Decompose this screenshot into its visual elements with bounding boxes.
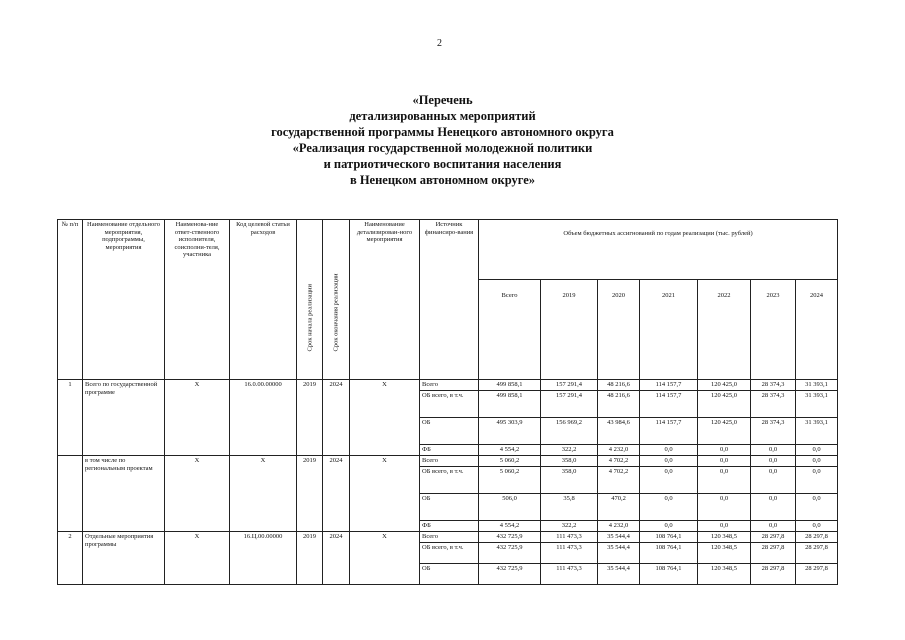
row-executor-cell: X	[165, 456, 230, 532]
row-detailed-cell: X	[350, 532, 420, 585]
title-line: детализированных мероприятий	[349, 109, 536, 123]
row-value-cell: 35 544,4	[598, 564, 640, 585]
row-num-cell	[58, 456, 83, 532]
row-value-cell: 28 374,3	[751, 418, 796, 445]
header-total: Всего	[479, 280, 541, 380]
row-code-cell: 16.Ц.00.00000	[230, 532, 297, 585]
header-2019: 2019	[541, 280, 598, 380]
row-value-cell: 156 969,2	[541, 418, 598, 445]
row-value-cell: 322,2	[541, 521, 598, 532]
row-value-cell: 28 297,8	[751, 532, 796, 543]
row-value-cell: 4 702,2	[598, 467, 640, 494]
row-value-cell: 157 291,4	[541, 380, 598, 391]
row-value-cell: 5 060,2	[479, 456, 541, 467]
row-start-cell: 2019	[297, 532, 323, 585]
row-value-cell: 120 348,5	[698, 532, 751, 543]
row-value-cell: 28 374,3	[751, 380, 796, 391]
table-row	[58, 380, 838, 391]
row-value-cell: 48 216,6	[598, 380, 640, 391]
row-value-cell: 499 858,1	[479, 391, 541, 418]
row-source-cell: Всего	[420, 456, 479, 467]
header-start-label: Срок начала реализации	[305, 283, 313, 351]
row-source-cell: ФБ	[420, 521, 479, 532]
row-value-cell: 108 764,1	[640, 532, 698, 543]
header-2021: 2021	[640, 280, 698, 380]
row-value-cell: 506,0	[479, 494, 541, 521]
header-budget: Объем бюджетных ассигнований по годам реализации (тыс. рублей)	[479, 220, 838, 280]
row-start-cell: 2019	[297, 456, 323, 532]
table-row	[58, 456, 838, 467]
header-2022: 2022	[698, 280, 751, 380]
row-value-cell: 108 764,1	[640, 543, 698, 564]
row-value-cell: 28 297,8	[751, 543, 796, 564]
row-source-cell: Всего	[420, 380, 479, 391]
row-source-cell: ОБ	[420, 418, 479, 445]
row-source-cell: ОБ всего, в т.ч.	[420, 543, 479, 564]
row-value-cell: 0,0	[796, 445, 838, 456]
row-value-cell: 0,0	[796, 521, 838, 532]
row-value-cell: 5 060,2	[479, 467, 541, 494]
header-end	[323, 220, 350, 380]
row-value-cell: 0,0	[640, 494, 698, 521]
header-2024: 2024	[796, 280, 838, 380]
page-number: 2	[437, 38, 442, 49]
header-num: № п/п	[58, 220, 83, 380]
row-code-cell: X	[230, 456, 297, 532]
row-value-cell: 0,0	[751, 467, 796, 494]
row-value-cell: 28 297,8	[796, 543, 838, 564]
row-value-cell: 31 393,1	[796, 380, 838, 391]
header-start	[297, 220, 323, 380]
row-value-cell: 0,0	[751, 445, 796, 456]
row-value-cell: 4 554,2	[479, 445, 541, 456]
row-value-cell: 0,0	[751, 521, 796, 532]
row-value-cell: 432 725,9	[479, 564, 541, 585]
row-value-cell: 120 348,5	[698, 543, 751, 564]
row-value-cell: 111 473,3	[541, 543, 598, 564]
row-value-cell: 0,0	[698, 467, 751, 494]
row-name-cell: в том числе по региональным проектам	[83, 456, 165, 532]
row-name-cell: Отдельные мероприятия программы	[83, 532, 165, 585]
row-value-cell: 28 297,8	[796, 532, 838, 543]
row-value-cell: 0,0	[640, 445, 698, 456]
title-line: «Реализация государственной молодежной политики	[292, 141, 593, 155]
row-value-cell: 358,0	[541, 456, 598, 467]
row-value-cell: 0,0	[698, 456, 751, 467]
row-value-cell: 0,0	[640, 521, 698, 532]
table-row	[58, 532, 838, 543]
row-value-cell: 432 725,9	[479, 532, 541, 543]
row-value-cell: 0,0	[796, 456, 838, 467]
row-end-cell: 2024	[323, 532, 350, 585]
row-num-cell: 1	[58, 380, 83, 456]
row-value-cell: 31 393,1	[796, 391, 838, 418]
title-line: государственной программы Ненецкого автономного округа	[271, 125, 614, 139]
header-2023: 2023	[751, 280, 796, 380]
row-value-cell: 28 297,8	[751, 564, 796, 585]
row-value-cell: 157 291,4	[541, 391, 598, 418]
row-value-cell: 470,2	[598, 494, 640, 521]
row-source-cell: Всего	[420, 532, 479, 543]
title-line: «Перечень	[412, 93, 473, 107]
header-detailed: Наименование детализирован-ного мероприятия	[350, 220, 420, 380]
document-title	[200, 92, 685, 188]
row-value-cell: 0,0	[698, 445, 751, 456]
row-value-cell: 432 725,9	[479, 543, 541, 564]
header-executor: Наименова-ние ответ-ственного исполнителя, соисполни-теля, участника	[165, 220, 230, 380]
row-value-cell: 31 393,1	[796, 418, 838, 445]
row-value-cell: 120 348,5	[698, 564, 751, 585]
row-value-cell: 111 473,3	[541, 564, 598, 585]
header-source: Источник финансиро-вания	[420, 220, 479, 380]
header-2020: 2020	[598, 280, 640, 380]
row-value-cell: 0,0	[640, 456, 698, 467]
row-value-cell: 495 303,9	[479, 418, 541, 445]
row-value-cell: 0,0	[698, 494, 751, 521]
row-value-cell: 108 764,1	[640, 564, 698, 585]
row-value-cell: 114 157,7	[640, 391, 698, 418]
row-value-cell: 499 858,1	[479, 380, 541, 391]
row-value-cell: 43 984,6	[598, 418, 640, 445]
row-value-cell: 35 544,4	[598, 543, 640, 564]
row-source-cell: ОБ всего, в т.ч.	[420, 391, 479, 418]
title-line: и патриотического воспитания населения	[323, 157, 562, 171]
row-name-cell: Всего по государственной программе	[83, 380, 165, 456]
row-value-cell: 0,0	[698, 521, 751, 532]
row-value-cell: 0,0	[751, 456, 796, 467]
row-value-cell: 4 232,0	[598, 521, 640, 532]
row-executor-cell: X	[165, 380, 230, 456]
row-detailed-cell: X	[350, 456, 420, 532]
row-value-cell: 120 425,0	[698, 380, 751, 391]
row-value-cell: 0,0	[796, 494, 838, 521]
row-source-cell: ОБ	[420, 494, 479, 521]
row-executor-cell: X	[165, 532, 230, 585]
row-value-cell: 35,8	[541, 494, 598, 521]
row-source-cell: ОБ	[420, 564, 479, 585]
row-end-cell: 2024	[323, 380, 350, 456]
row-value-cell: 120 425,0	[698, 418, 751, 445]
row-code-cell: 16.0.00.00000	[230, 380, 297, 456]
row-value-cell: 114 157,7	[640, 380, 698, 391]
row-value-cell: 0,0	[640, 467, 698, 494]
row-detailed-cell: X	[350, 380, 420, 456]
row-start-cell: 2019	[297, 380, 323, 456]
measures-table	[57, 219, 838, 585]
row-source-cell: ФБ	[420, 445, 479, 456]
row-end-cell: 2024	[323, 456, 350, 532]
row-value-cell: 48 216,6	[598, 391, 640, 418]
header-name: Наименование отдельного мероприятия, подпрограммы, мероприятия	[83, 220, 165, 380]
row-value-cell: 358,0	[541, 467, 598, 494]
row-value-cell: 4 554,2	[479, 521, 541, 532]
row-value-cell: 4 232,0	[598, 445, 640, 456]
row-value-cell: 4 702,2	[598, 456, 640, 467]
header-code: Код целевой статьи расходов	[230, 220, 297, 380]
row-value-cell: 322,2	[541, 445, 598, 456]
row-value-cell: 0,0	[751, 494, 796, 521]
row-value-cell: 114 157,7	[640, 418, 698, 445]
title-line: в Ненецком автономном округе»	[349, 173, 536, 187]
row-value-cell: 35 544,4	[598, 532, 640, 543]
row-value-cell: 120 425,0	[698, 391, 751, 418]
row-value-cell: 28 374,3	[751, 391, 796, 418]
row-num-cell: 2	[58, 532, 83, 585]
row-value-cell: 111 473,3	[541, 532, 598, 543]
row-source-cell: ОБ всего, в т.ч.	[420, 467, 479, 494]
row-value-cell: 28 297,8	[796, 564, 838, 585]
row-value-cell: 0,0	[796, 467, 838, 494]
header-end-label: Срок окончания реализации	[332, 273, 340, 351]
